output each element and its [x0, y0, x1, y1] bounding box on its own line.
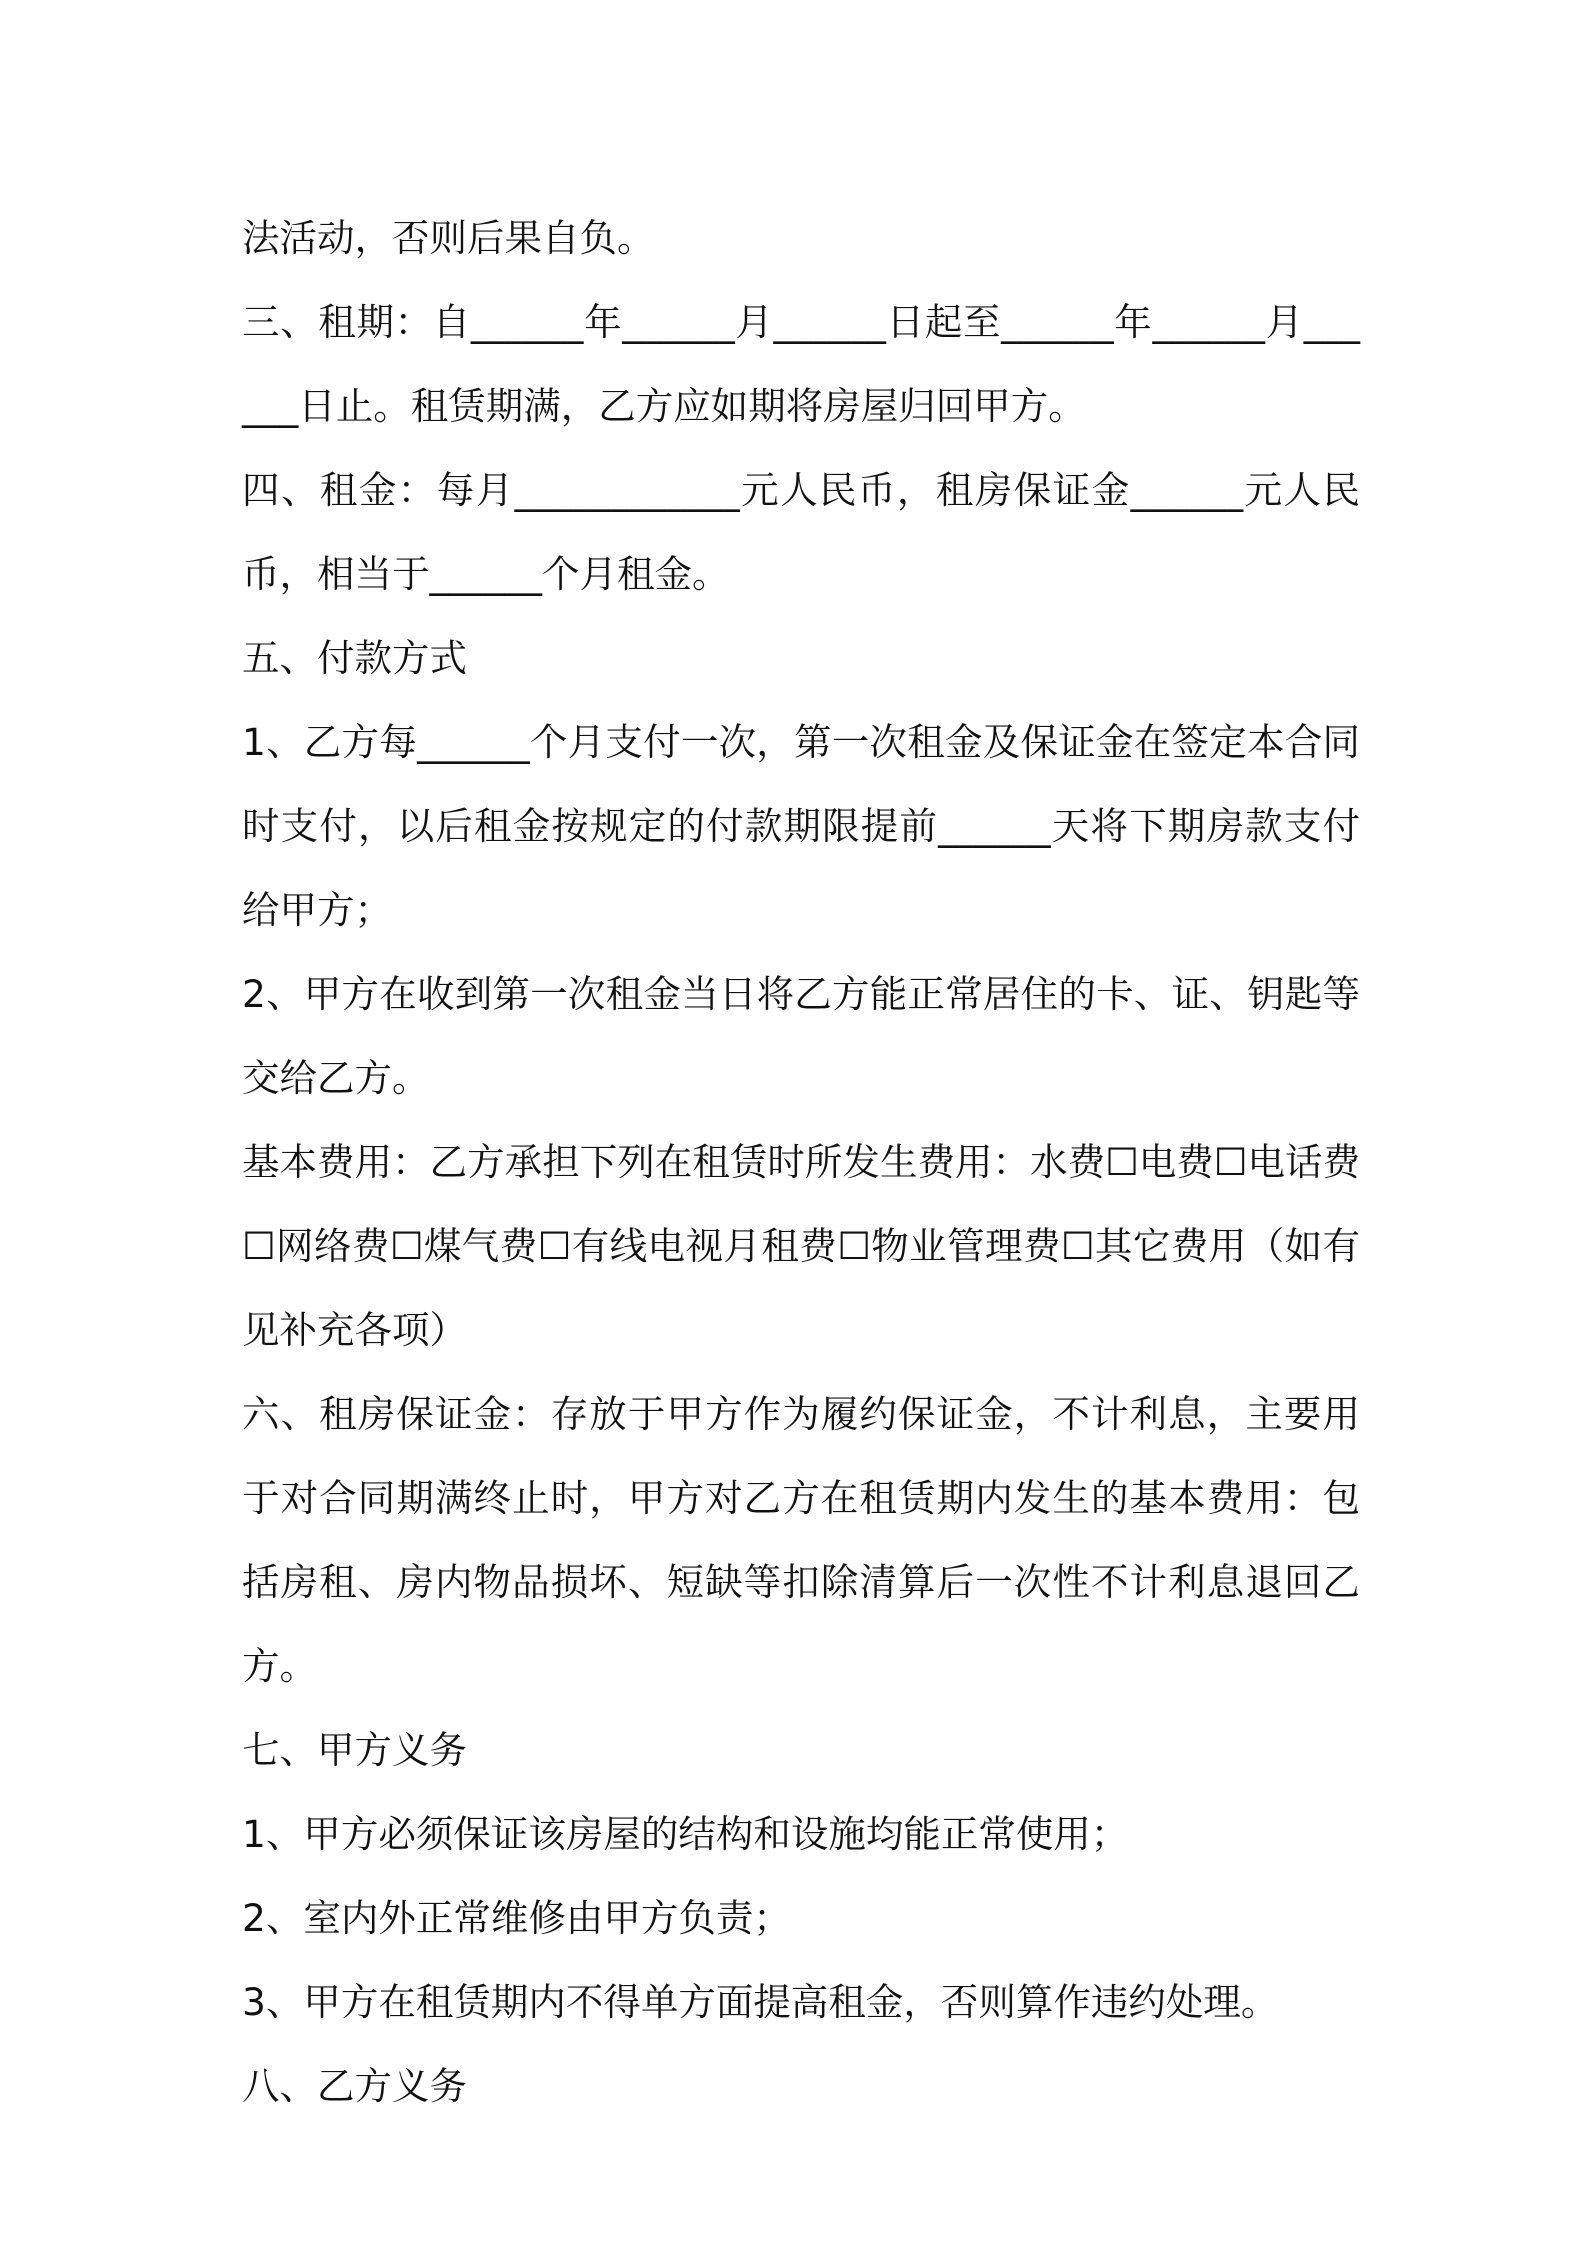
contract-body [242, 196, 1360, 2128]
clause-5-heading: 五、付款方式 [242, 636, 467, 680]
basic-fees-paragraph: 基本费用：乙方承担下列在租赁时所发生费用：水费☐电费☐电话费☐网络费☐煤气费☐有线电视月租费☐物业管理费☐其它费用（如有见补充各项） [242, 1140, 1360, 1352]
clause-7-heading: 七、甲方义务 [242, 1728, 467, 1772]
clause-6-deposit: 六、租房保证金：存放于甲方作为履约保证金，不计利息，主要用于对合同期满终止时，甲方对乙方在租赁期内发生的基本费用：包括房租、房内物品损坏、短缺等扣除清算后一次性不计利息退回乙方。 [242, 1392, 1360, 1688]
clause-7-item-2: 2、室内外正常维修由甲方负责； [242, 1896, 791, 1940]
clause-5-item-1: 1、乙方每______个月支付一次，第一次租金及保证金在签定本合同时支付，以后租金按规定的付款期限提前______天将下期房款支付给甲方； [242, 720, 1360, 932]
clause-5-item-2: 2、甲方在收到第一次租金当日将乙方能正常居住的卡、证、钥匙等交给乙方。 [242, 972, 1360, 1100]
clause-4-rent: 四、租金：每月____________元人民币，租房保证金______元人民币，相当于______个月租金。 [242, 468, 1360, 596]
clause-3-lease-term: 三、租期：自______年______月______日起至______年______月______日止。租赁期满，乙方应如期将房屋归回甲方。 [242, 300, 1360, 428]
clause-7-item-1: 1、甲方必须保证该房屋的结构和设施均能正常使用； [242, 1812, 1129, 1856]
clause-7-item-3: 3、甲方在租赁期内不得单方面提高租金，否则算作违约处理。 [242, 1980, 1279, 2024]
paragraph-continuation: 法活动，否则后果自负。 [242, 216, 655, 260]
clause-8-heading: 八、乙方义务 [242, 2064, 467, 2108]
